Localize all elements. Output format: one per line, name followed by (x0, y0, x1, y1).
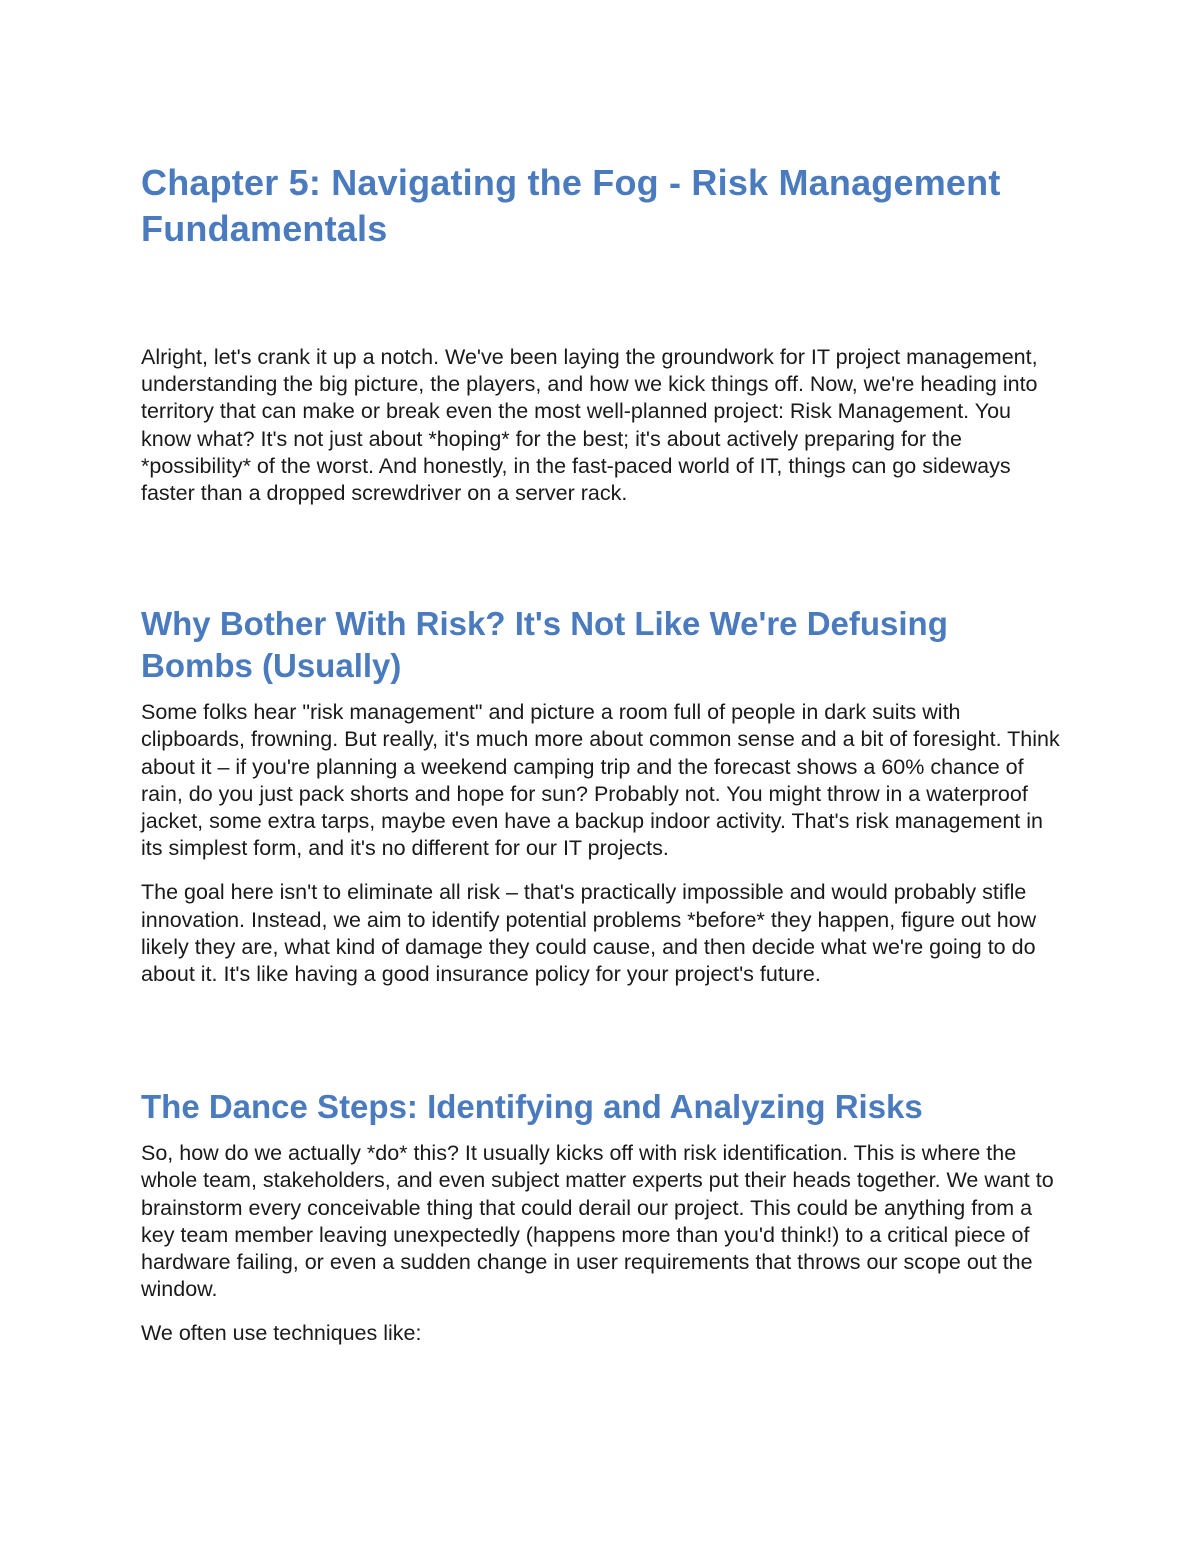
section-paragraph: So, how do we actually *do* this? It usually kicks off with risk identification. This is where the whole team, stakeholders, and even subject matter experts put their heads together. We want to brainstorm every conceivable thing that could derail our project. This could be anything from a key team member leaving unexpectedly (happens more than you'd think!) to a critical piece of hardware failing, or even a sudden change in user requirements that throws our scope out the window. (141, 1141, 1054, 1302)
section-heading-why-bother: Why Bother With Risk? It's Not Like We're Defusing Bombs (Usually) (141, 605, 948, 685)
section-paragraph: We often use techniques like: (141, 1321, 422, 1346)
document-page (141, 160, 1066, 1348)
chapter-title: Chapter 5: Navigating the Fog - Risk Management Fundamentals (141, 162, 1001, 249)
section-paragraph: The goal here isn't to eliminate all risk – that's practically impossible and would probably stifle innovation. Instead, we aim to identify potential problems *before* they happen, figure out how likely they are, what kind of damage they could cause, and then decide what we're going to do about it. It's like having a good insurance policy for your project's future. (141, 880, 1037, 987)
intro-paragraph: Alright, let's crank it up a notch. We've been laying the groundwork for IT project management, understanding the big picture, the players, and how we kick things off. Now, we're heading into territory that can make or break even the most well-planned project: Risk Management. You know what? It's not just about *hoping* for the best; it's about actively preparing for the *possibility* of the worst. And honestly, in the fast-paced world of IT, things can go sideways faster than a dropped screwdriver on a server rack. (141, 345, 1038, 506)
section-heading-dance-steps: The Dance Steps: Identifying and Analyzing Risks (141, 1088, 923, 1126)
section-paragraph: Some folks hear "risk management" and picture a room full of people in dark suits with clipboards, frowning. But really, it's much more about common sense and a bit of foresight. Think about it – if you're planning a weekend camping trip and the forecast shows a 60% chance of rain, do you just pack shorts and hope for sun? Probably not. You might throw in a waterproof jacket, some extra tarps, maybe even have a backup indoor activity. That's risk management in its simplest form, and it's no different for our IT projects. (141, 700, 1060, 861)
